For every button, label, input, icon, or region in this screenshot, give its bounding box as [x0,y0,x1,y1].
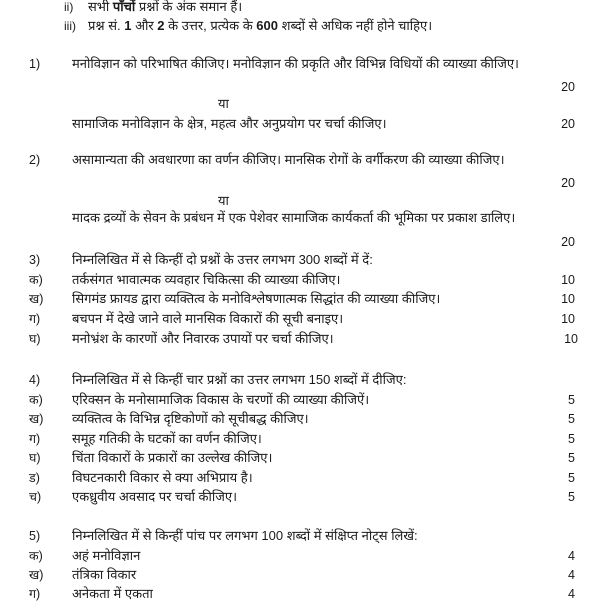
sub-question-text: एकध्रुवीय अवसाद पर चर्चा कीजिए। [72,489,238,504]
or-separator [0,192,600,210]
question-text: मादक द्रव्यों के सेवन के प्रबंधन में एक पेशेवर सामाजिक कार्यकर्ता की भूमिका पर प्रकाश डालिए। [72,210,516,225]
sub-question-label: ख) [29,568,44,582]
sub-question [0,488,600,506]
marks: 5 [568,432,575,446]
sub-question [0,330,600,348]
marks: 5 [568,490,575,504]
question-text: मनोविज्ञान को परिभाषित कीजिए। मनोविज्ञान की प्रकृति और विभिन्न विधियों की व्याख्या कीजिए। [72,56,519,71]
sub-question [0,585,600,603]
question-1-alternative [0,115,600,133]
sub-question-text: एरिक्सन के मनोसामाजिक विकास के चरणों की व्याख्या कीजिऐं। [72,392,370,407]
sub-question-label: घ) [29,451,41,465]
instruction-text [88,0,242,16]
instruction-text-part: प्रश्न सं. [88,18,125,33]
sub-question [0,547,600,565]
sub-question-text: बचपन में देखे जाने वाले मानसिक विकारों की सूची बनाइए। [72,311,344,326]
sub-question-label: घ) [29,332,41,346]
sub-question [0,391,600,409]
instruction-text-part: प्रश्नों के अंक समान हैं। [135,0,243,14]
instruction-text-bold: 2 [157,18,165,33]
marks: 20 [561,117,575,131]
marks: 10 [564,332,578,346]
instruction-text-part: सभी [88,0,113,14]
marks: 5 [568,412,575,426]
sub-question-label: ग) [29,312,41,326]
marks: 5 [568,471,575,485]
question-5 [0,527,600,545]
marks: 4 [568,549,575,563]
question-number: 1) [29,57,41,71]
sub-question-text: विघटनकारी विकार से क्या अभिप्राय है। [72,470,253,485]
marks: 10 [561,312,575,326]
sub-question [0,430,600,448]
marks: 5 [568,393,575,407]
question-3 [0,251,600,269]
sub-question-label: च) [29,490,42,504]
sub-question-text: व्यक्तित्व के विभिन्न दृष्टिकोणों को सूचीबद्ध कीजिए। [72,411,309,426]
sub-question [0,566,600,584]
sub-question-label: ख) [29,412,44,426]
question-2-marks-line [0,174,600,192]
question-text: निम्नलिखित में से किन्हीं चार प्रश्नों का उत्तर लगभग 150 शब्दों में दीजिए: [72,372,407,387]
sub-question-label: ग) [29,587,41,601]
sub-question-text: चिंता विकारों के प्रकारों का उल्लेख कीजिए। [72,450,273,465]
sub-question-text: समूह गतिकी के घटकों का वर्णन कीजिए। [72,431,262,446]
instruction-text-part: और [131,18,158,33]
instruction-iii [0,17,600,35]
instruction-text-bold: 1 [124,18,132,33]
instruction-number: iii) [64,19,76,33]
marks: 10 [561,273,575,287]
sub-question-text: तर्कसंगत भावात्मक व्यवहार चिकित्सा की व्याख्या कीजिए। [72,272,341,287]
question-1 [0,55,600,73]
instruction-text-bold: पाँचों [112,0,136,14]
sub-question-label: ग) [29,432,41,446]
sub-question-text: सिगमंड फ्रायड द्वारा व्यक्तित्व के मनोविश्लेषणात्मक सिद्धांत की व्याख्या कीजिए। [72,291,441,306]
marks: 5 [568,451,575,465]
instruction-number: ii) [64,0,74,14]
instruction-ii [0,0,600,16]
sub-question [0,449,600,467]
marks: 20 [561,176,575,190]
question-number: 2) [29,153,41,167]
or-label: या [218,193,229,208]
sub-question-text: अहं मनोविज्ञान [72,548,141,563]
sub-question [0,410,600,428]
question-2-alt-marks-line [0,233,600,251]
sub-question-label: ड) [29,471,40,485]
question-text: असामान्यता की अवधारणा का वर्णन कीजिए। मानसिक रोगों के वर्गीकरण की व्याख्या कीजिए। [72,152,505,167]
instruction-text-bold: 600 [256,18,278,33]
marks: 20 [561,80,575,94]
instruction-text-part: शब्दों से अधिक नहीं होने चाहिए। [278,18,433,33]
sub-question-label: क) [29,549,43,563]
sub-question-label: क) [29,273,43,287]
sub-question-label: क) [29,393,43,407]
question-4 [0,371,600,389]
instruction-text-part: के उत्तर, प्रत्येक के [164,18,257,33]
question-2-alternative [0,209,600,227]
question-number: 3) [29,253,41,267]
marks: 20 [561,235,575,249]
sub-question [0,469,600,487]
sub-question [0,310,600,328]
question-1-marks-line [0,78,600,96]
instruction-text [88,17,432,35]
question-2 [0,151,600,169]
question-number: 5) [29,529,41,543]
marks: 4 [568,568,575,582]
or-label: या [218,96,229,111]
question-text: निम्नलिखित में से किन्हीं पांच पर लगभग 100 शब्दों में संक्षिप्त नोट्स लिखें: [72,528,418,543]
question-text: सामाजिक मनोविज्ञान के क्षेत्र, महत्व और अनुप्रयोग पर चर्चा कीजिए। [72,116,387,131]
marks: 4 [568,587,575,601]
sub-question-text: अनेकता में एकता [72,586,153,601]
sub-question [0,290,600,308]
question-number: 4) [29,373,41,387]
question-text: निम्नलिखित में से किन्हीं दो प्रश्नों के उत्तर लगभग 300 शब्दों में दें: [72,252,373,267]
sub-question [0,271,600,289]
marks: 10 [561,292,575,306]
or-separator [0,95,600,113]
sub-question-text: मनोभ्रंश के कारणों और निवारक उपायों पर चर्चा कीजिए। [72,331,334,346]
sub-question-label: ख) [29,292,44,306]
sub-question-text: तंत्रिका विकार [72,567,137,582]
